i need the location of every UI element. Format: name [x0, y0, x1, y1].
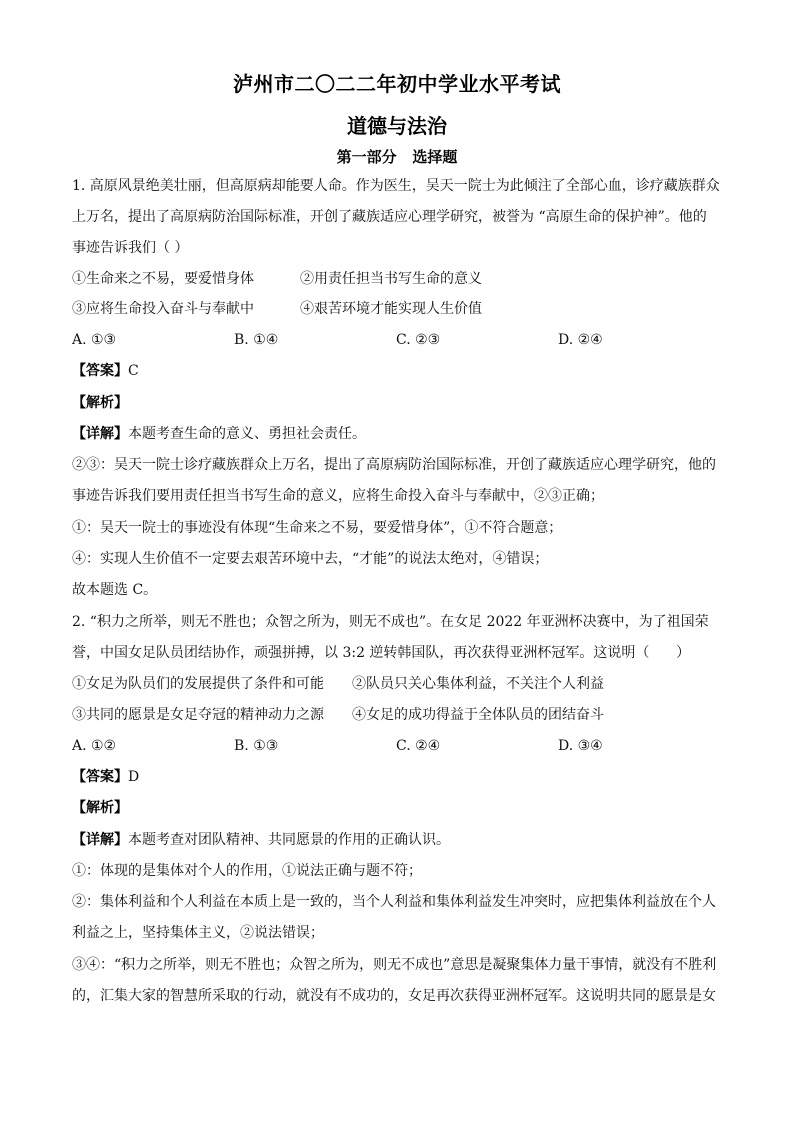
q1-detail	[72, 424, 366, 444]
q2-option-d: D. ③④	[558, 738, 603, 754]
q2-answer	[72, 767, 139, 787]
q1-answer-label: 【答案】	[72, 363, 128, 379]
q2-detail-intro: 本题考查对团队精神、共同愿景的作用的正确认识。	[128, 832, 450, 848]
q2-explanation-2: ②：集体利益和个人利益在本质上是一致的，当个人利益和集体利益发生冲突时，应把集体利益放在个人	[72, 894, 716, 910]
q1-answer	[72, 361, 139, 381]
q2-explanation-5: 的，汇集大家的智慧所采取的行动，就没有不成功的，女足再次获得亚洲杯冠军。这说明共同的愿景是女	[72, 988, 716, 1004]
q2-stem-line-2: 誉，中国女足队员团结协作，顽强拼搏，以 3:2 逆转韩国队，再次获得亚洲杯冠军。这说明（ ）	[72, 645, 691, 661]
q1-answer-value: C	[128, 363, 139, 379]
q2-option-b: B. ①③	[234, 738, 279, 754]
q2-analysis	[72, 798, 128, 818]
q2-statement-2: ②队员只关心集体利益，不关注个人利益	[352, 676, 604, 692]
q1-statement-2: ②用责任担当书写生命的意义	[300, 271, 482, 287]
q2-explanation-4: ③④：“积力之所举，则无不胜也；众智之所为，则无不成也”意思是凝聚集体力量干事情，就没有不胜利	[72, 957, 717, 973]
section-title: 第一部分 选择题	[336, 148, 458, 166]
q1-option-b: B. ①④	[234, 332, 279, 348]
q1-stem-line-1: 1. 高原风景绝美壮丽，但高原病却能要人命。作为医生，吴天一院士为此倾注了全部心血，诊疗藏族群众	[72, 178, 720, 194]
q1-explanation-2: 事迹告诉我们要用责任担当书写生命的意义，应将生命投入奋斗与奉献中，②③正确；	[72, 488, 604, 504]
q2-explanation-3: 利益之上，坚持集体主义，②说法错误；	[72, 925, 324, 941]
q2-statement-3: ③共同的愿景是女足夺冠的精神动力之源	[72, 707, 324, 723]
q2-stem-line-1: 2. “积力之所举，则无不胜也；众智之所为，则无不成也”。在女足 2022 年亚洲杯决赛中，为了祖国荣	[72, 614, 709, 630]
q1-explanation-5: 故本题选 C。	[72, 582, 158, 598]
q1-statement-4: ④艰苦环境才能实现人生价值	[300, 301, 482, 317]
q1-option-c: C. ②③	[396, 332, 441, 348]
q2-statement-1: ①女足为队员们的发展提供了条件和可能	[72, 676, 324, 692]
q2-explanation-1: ①：体现的是集体对个人的作用，①说法正确与题不符；	[72, 863, 422, 879]
q1-analysis	[72, 393, 128, 413]
q2-analysis-label: 【解析】	[72, 800, 128, 816]
exam-title: 泸州市二〇二二年初中学业水平考试	[233, 72, 561, 96]
q2-detail-label: 【详解】	[72, 832, 128, 848]
q2-answer-value: D	[128, 769, 140, 785]
q2-statement-4: ④女足的成功得益于全体队员的团结奋斗	[352, 707, 604, 723]
q1-stem-line-3: 事迹告诉我们（ ）	[72, 240, 189, 256]
q1-option-d: D. ②④	[558, 332, 603, 348]
q2-option-a: A. ①②	[72, 738, 117, 754]
q2-option-c: C. ②④	[396, 738, 441, 754]
q1-explanation-4: ④：实现人生价值不一定要去艰苦环境中去，“才能”的说法太绝对，④错误；	[72, 551, 549, 567]
q2-answer-label: 【答案】	[72, 769, 128, 785]
q2-detail	[72, 830, 450, 850]
q1-stem-line-2: 上万名，提出了高原病防治国际标准，开创了藏族适应心理学研究，被誉为 “高原生命的保护神”。他的	[72, 209, 707, 225]
q1-explanation-1: ②③：吴天一院士诊疗藏族群众上万名，提出了高原病防治国际标准，开创了藏族适应心理学研究，他的	[72, 457, 716, 473]
q1-explanation-3: ①：吴天一院士的事迹没有体现“生命来之不易，要爱惜身体”，①不符合题意；	[72, 520, 563, 536]
q1-option-a: A. ①③	[72, 332, 117, 348]
subject-title: 道德与法治	[347, 114, 447, 138]
q1-detail-label: 【详解】	[72, 426, 128, 442]
q1-analysis-label: 【解析】	[72, 395, 128, 411]
q1-statement-1: ①生命来之不易，要爱惜身体	[72, 271, 254, 287]
q1-detail-intro: 本题考查生命的意义、勇担社会责任。	[128, 426, 366, 442]
q1-statement-3: ③应将生命投入奋斗与奉献中	[72, 301, 254, 317]
